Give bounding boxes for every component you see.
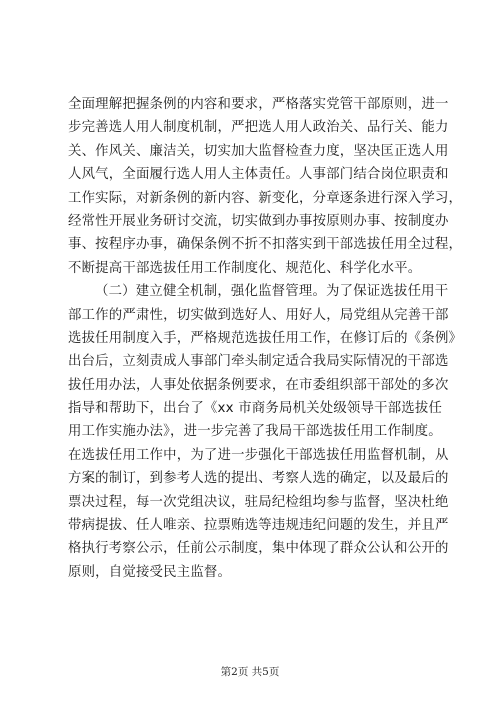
- text-line: 不断提高干部选拔任用工作制度化、规范化、科学化水平。: [68, 260, 422, 276]
- text-line: 全面理解把握条例的内容和要求，严格落实党管干部原则，进一: [68, 97, 449, 112]
- text-line: 在选拔任用工作中，为了进一步强化干部选拔任用监督机制，从: [68, 447, 449, 463]
- text-line: 出台后，立刻责成人事部门牵头制定适合我局实际情况的干部选: [68, 354, 449, 370]
- text-line: 用工作实施办法》，进一步完善了我局干部选拔任用工作制度。: [68, 424, 442, 440]
- section-heading-line: （二）建立健全机制，强化监督管理。为了保证选拔任用干: [95, 284, 449, 300]
- text-line: 部工作的严肃性，切实做到选好人、用好人，局党组从完善干部: [68, 307, 449, 323]
- text-line: 步完善选人用人制度机制，严把选人用人政治关、品行关、能力: [68, 120, 449, 136]
- text-line: 经常性开展业务研讨交流，切实做到办事按原则办事、按制度办: [68, 213, 449, 229]
- text-line: 格执行考察公示，任前公示制度，集中体现了群众公认和公开的: [68, 541, 449, 557]
- text-line: 人风气，全面履行选人用人主体责任。人事部门结合岗位职责和: [68, 167, 449, 183]
- text-line: 带病提拔、任人唯亲、拉票贿选等违规违纪问题的发生，并且严: [68, 518, 449, 534]
- text-line: 事、按程序办事，确保条例不折不扣落实到干部选拔任用全过程，: [68, 237, 463, 253]
- text-line: 方案的制订，到参考人选的提出、考察人选的确定，以及最后的: [68, 471, 449, 487]
- text-line: 关、作风关、廉洁关，切实加大监督检查力度，坚决匡正选人用: [68, 143, 449, 159]
- text-line: 选拔任用制度入手，严格规范选拔任用工作，在修订后的《条例》: [68, 330, 463, 346]
- text-line: 拔任用办法，人事处依据条例要求，在市委组织部干部处的多次: [68, 377, 449, 393]
- text-line: 原则，自觉接受民主监督。: [68, 564, 232, 580]
- text-line: 工作实际，对新条例的新内容、新变化，分章逐条进行深入学习，: [68, 190, 463, 206]
- page-number-footer: 第2页 共5页: [220, 666, 280, 678]
- body-text: [68, 93, 463, 584]
- text-line: 票决过程，每一次党组决议，驻局纪检组均参与监督，坚决杜绝: [68, 494, 449, 510]
- text-line: 指导和帮助下，出台了《xx 市商务局机关处级领导干部选拔任: [68, 401, 443, 417]
